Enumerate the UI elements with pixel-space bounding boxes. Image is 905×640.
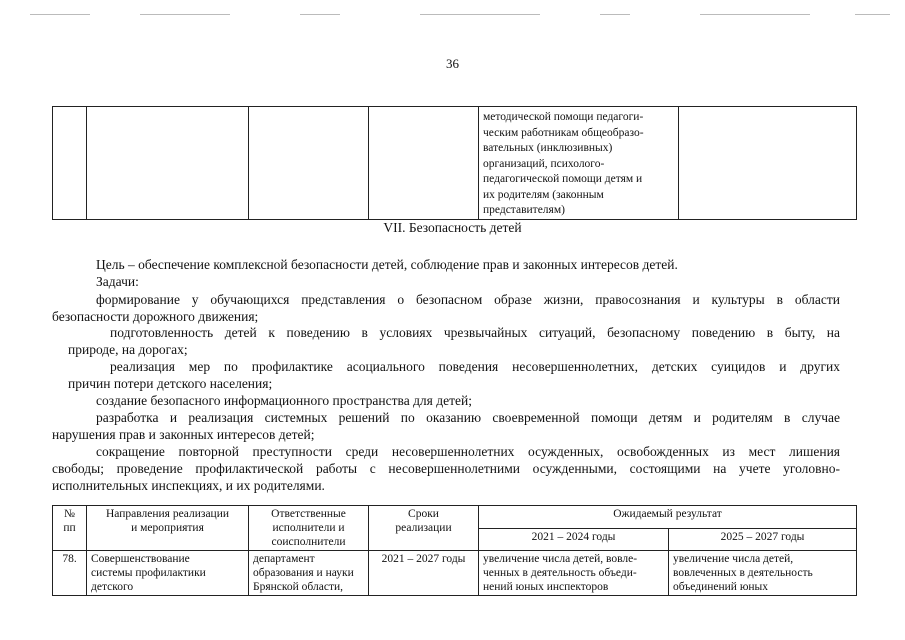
section-title: VII. Безопасность детей xyxy=(383,220,522,235)
task-6-line-2: свободы; проведение профилактической работы с несовершеннолетними осужденными, состоящими на учете уголовно- xyxy=(52,461,840,476)
task-2-line-2: природе, на дорогах; xyxy=(68,342,188,357)
row-result-1: увеличение числа детей, вовле- ченных в деятельность объеди- нений юных инспекторов xyxy=(479,551,669,596)
tasks-label: Задачи: xyxy=(96,274,139,289)
table-header-row xyxy=(53,506,857,529)
continued-table xyxy=(52,106,857,220)
row-direction: Совершенствование системы профилактики детского xyxy=(87,551,249,596)
header-num: № пп xyxy=(53,506,87,551)
task-6-line-3: исполнительных инспекциях, и их родителями. xyxy=(52,478,325,493)
table-cell xyxy=(679,107,857,220)
row-responsible: департамент образования и науки Брянской области, xyxy=(249,551,369,596)
task-6-line-1: сокращение повторной преступности среди несовершеннолетних осужденных, освобожденных из мест лишения xyxy=(96,444,840,459)
page-number: 36 xyxy=(446,56,459,71)
task-5-line-1: разработка и реализация системных решений по оказанию своевременной помощи детям и родителям в случае xyxy=(96,410,840,425)
task-3-line-2: причин потери детского населения; xyxy=(68,376,273,391)
row-terms: 2021 – 2027 годы xyxy=(369,551,479,596)
table-cell xyxy=(369,107,479,220)
measures-table xyxy=(52,505,857,596)
header-period-1: 2021 – 2024 годы xyxy=(479,528,669,551)
task-2-line-1: подготовленность детей к поведению в условиях чрезвычайных ситуаций, безопасному поведению в быту, на xyxy=(110,325,840,340)
task-5-line-2: нарушения прав и законных интересов детей; xyxy=(52,427,315,442)
scan-artifact-line xyxy=(0,14,905,16)
goal-text: Цель – обеспечение комплексной безопасности детей, соблюдение прав и законных интересов детей. xyxy=(96,257,678,272)
header-responsible: Ответственные исполнители и соисполнители xyxy=(249,506,369,551)
task-1-line-1: формирование у обучающихся представления о безопасном образе жизни, правосознания и культуры в области xyxy=(96,292,840,307)
header-period-2: 2025 – 2027 годы xyxy=(669,528,857,551)
table-row xyxy=(53,107,857,220)
task-4: создание безопасного информационного пространства для детей; xyxy=(96,393,472,408)
task-3-line-1: реализация мер по профилактике асоциального поведения несовершеннолетних, детских суицидов и других xyxy=(110,359,840,374)
row-num: 78. xyxy=(53,551,87,596)
header-terms: Сроки реализации xyxy=(369,506,479,551)
row-result-2: увеличение числа детей, вовлеченных в деятельность объединений юных xyxy=(669,551,857,596)
header-expected-result: Ожидаемый результат xyxy=(479,506,857,529)
task-1-line-2: безопасности дорожного движения; xyxy=(52,309,259,324)
header-directions: Направления реализации и мероприятия xyxy=(87,506,249,551)
table-cell: методической помощи педагоги- ческим работникам общеобразо- вательных (инклюзивных) организаций, психолого- педагогической помощи детям и их родителям (законным представителям) xyxy=(479,107,679,220)
table-cell xyxy=(87,107,249,220)
table-cell xyxy=(53,107,87,220)
table-cell xyxy=(249,107,369,220)
table-row xyxy=(53,551,857,596)
